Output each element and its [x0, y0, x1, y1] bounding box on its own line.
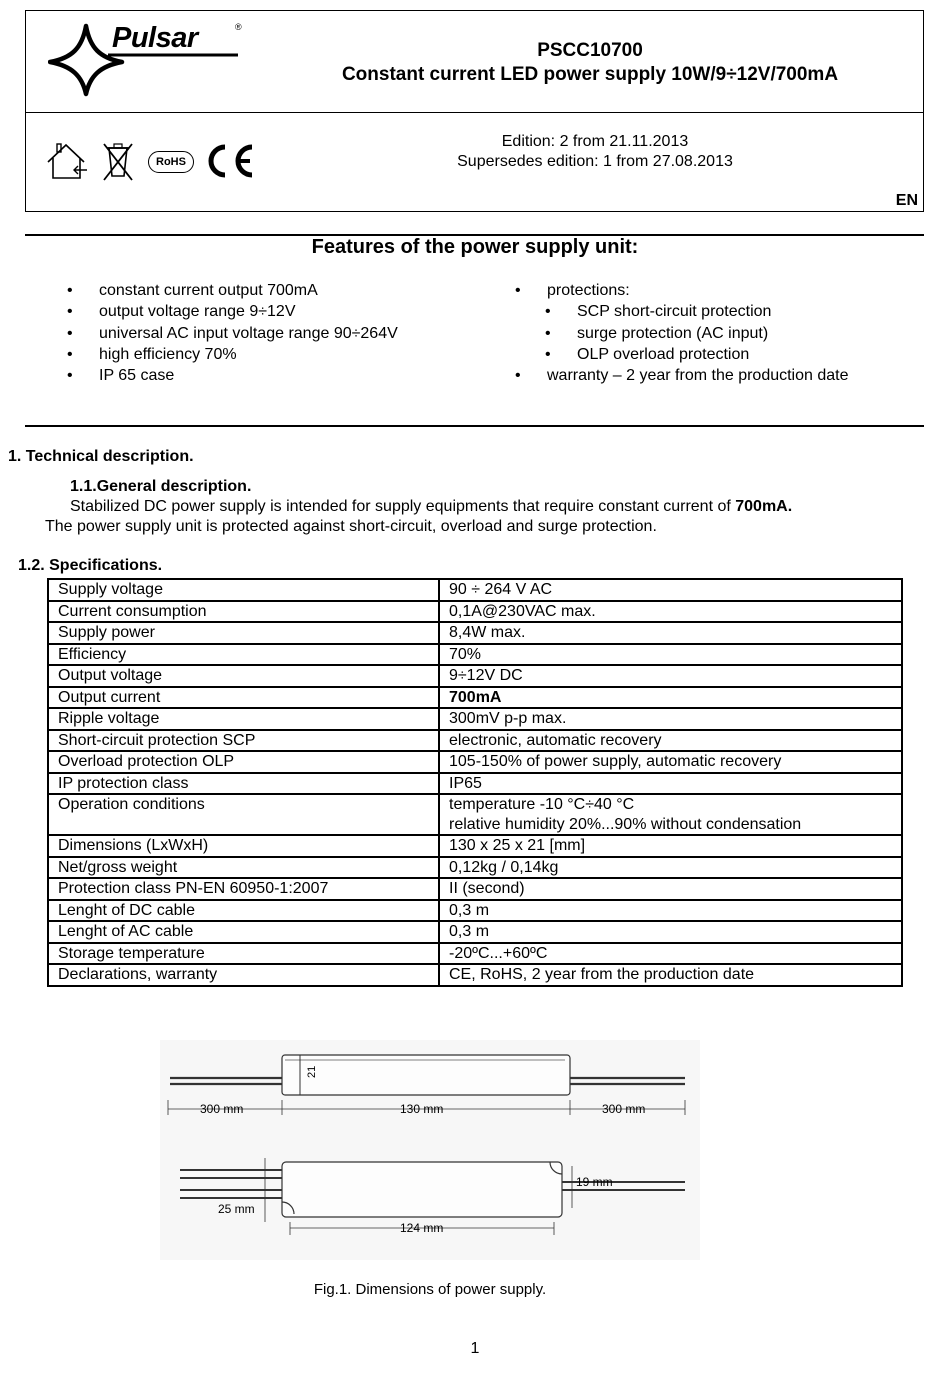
table-row: Storage temperature -20ºC...+60ºC: [48, 943, 902, 965]
features-list-right: [515, 280, 849, 386]
table-row: Net/gross weight 0,12kg / 0,14kg: [48, 857, 902, 879]
list-item: • high efficiency 70%: [67, 345, 237, 363]
features-title: Features of the power supply unit:: [311, 236, 639, 258]
table-row: Operation conditions temperature -10 °C÷40 °C relative humidity 20%...90% without condensation: [48, 794, 902, 835]
section-rule: [25, 425, 924, 427]
table-row: IP protection class IP65: [48, 773, 902, 795]
table-row: Short-circuit protection SCP electronic, automatic recovery: [48, 730, 902, 752]
supersedes-text: Supersedes edition: 1 from 27.08.2013: [457, 153, 733, 170]
description-line: Stabilized DC power supply is intended for supply equipments that require constant current of 700mA.: [70, 498, 793, 515]
table-row: Output voltage 9÷12V DC: [48, 665, 902, 687]
document-title: Constant current LED power supply 10W/9÷12V/700mA: [341, 64, 839, 85]
language-code: EN: [895, 192, 918, 209]
rohs-badge: RoHS: [148, 151, 194, 173]
certification-icons: [44, 140, 259, 184]
table-row: Supply power 8,4W max.: [48, 622, 902, 644]
brand-name: Pulsar: [112, 22, 198, 54]
registered-mark-icon: ®: [235, 22, 242, 32]
header-divider: [25, 112, 924, 113]
weee-bin-icon: [100, 140, 136, 182]
table-row: Overload protection OLP 105-150% of power supply, automatic recovery: [48, 751, 902, 773]
inner-length-dimension-label: 124 mm: [400, 1221, 444, 1235]
table-row: Ripple voltage 300mV p-p max.: [48, 708, 902, 730]
list-item: • OLP overload protection: [545, 345, 750, 363]
model-number: PSCC10700: [537, 40, 643, 61]
indoor-use-icon: [44, 140, 92, 182]
dimension-drawing: [160, 1040, 700, 1260]
subsection-heading: 1.2. Specifications.: [18, 557, 163, 574]
features-list-left: [67, 280, 398, 386]
depth-dimension-label: 19 mm: [576, 1175, 613, 1189]
section-heading: 1. Technical description.: [8, 448, 194, 465]
list-item: • constant current output 700mA: [67, 282, 318, 299]
table-row: Lenght of DC cable 0,3 m: [48, 900, 902, 922]
description-line: The power supply unit is protected against short-circuit, overload and surge protection.: [45, 518, 657, 535]
table-row: Output current 700mA: [48, 687, 902, 709]
table-row: Declarations, warranty CE, RoHS, 2 year from the production date: [48, 964, 902, 986]
right-cable-dimension-label: 300 mm: [602, 1102, 646, 1116]
page-number: 1: [470, 1340, 480, 1357]
subsection-heading: 1.1.General description.: [70, 478, 252, 495]
ce-mark-icon: [202, 142, 256, 180]
table-row: Efficiency 70%: [48, 644, 902, 666]
list-item: • warranty – 2 year from the production date: [515, 367, 849, 385]
left-cable-dimension-label: 300 mm: [200, 1102, 244, 1116]
width-dimension-label: 25 mm: [218, 1202, 255, 1216]
pulsar-logo: [48, 22, 248, 97]
list-item: • SCP short-circuit protection: [545, 303, 772, 321]
table-row: Supply voltage 90 ÷ 264 V AC: [48, 579, 902, 601]
length-dimension-label: 130 mm: [400, 1102, 444, 1116]
list-item: • protections:: [515, 282, 630, 299]
list-item: • output voltage range 9÷12V: [67, 303, 296, 321]
list-item: • universal AC input voltage range 90÷264V: [67, 324, 398, 342]
table-row: Current consumption 0,1A@230VAC max.: [48, 601, 902, 623]
table-row: Dimensions (LxWxH) 130 x 25 x 21 [mm]: [48, 835, 902, 857]
edition-text: Edition: 2 from 21.11.2013: [501, 133, 689, 150]
height-dimension-label: 21: [306, 1065, 318, 1078]
list-item: • surge protection (AC input): [545, 324, 769, 342]
figure-caption: Fig.1. Dimensions of power supply.: [313, 1281, 547, 1298]
list-item: • IP 65 case: [67, 367, 175, 385]
specifications-table: [47, 578, 903, 987]
table-row: Protection class PN-EN 60950-1:2007 II (second): [48, 878, 902, 900]
table-row: Lenght of AC cable 0,3 m: [48, 921, 902, 943]
